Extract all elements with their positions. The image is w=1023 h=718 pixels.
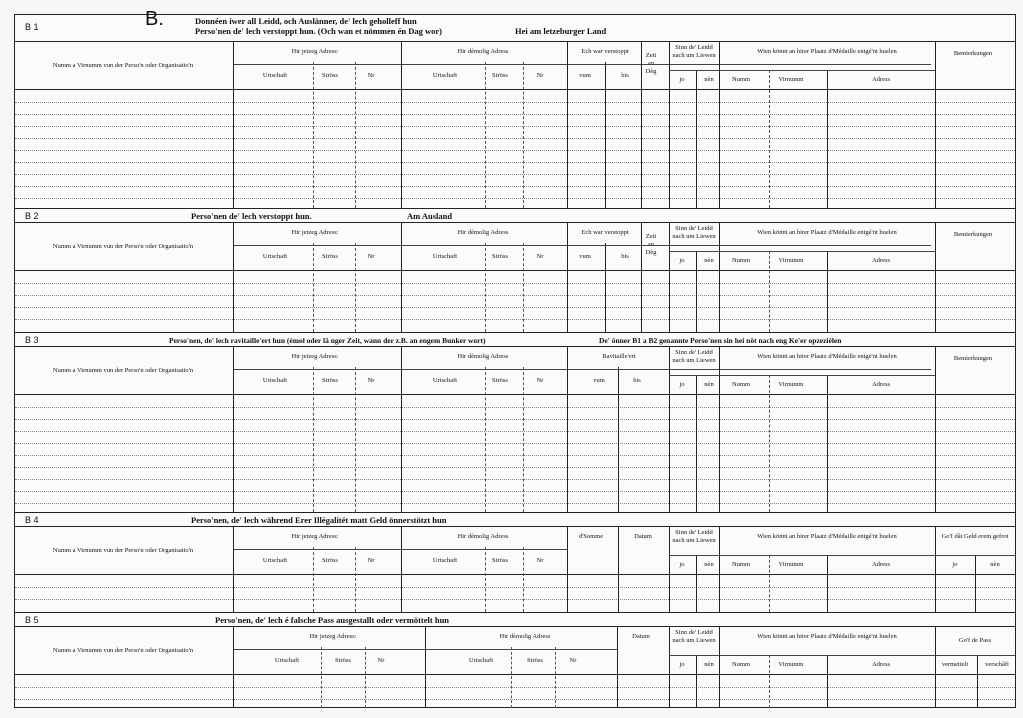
col-money-back: Go'f dât Geld erem gefrot	[941, 533, 1009, 540]
col-no: nèn	[704, 561, 714, 568]
col-current-address: Hir jetzeg Adress:	[291, 229, 339, 236]
b1-table	[15, 41, 1015, 208]
b4-table-body	[15, 575, 1015, 612]
section-b2-header	[15, 209, 1015, 222]
col-medal-firstname: Virnumm	[778, 257, 804, 264]
col-locality: Urtschaft	[432, 253, 458, 260]
b4-table-header	[15, 527, 1015, 575]
col-medal-firstname: Virnumm	[778, 381, 804, 388]
section-title-extra: Hei am letzeburger Land	[515, 26, 607, 36]
col-locality: Urtschaft	[432, 557, 458, 564]
col-number: Nr	[367, 557, 375, 564]
b5-table	[15, 626, 1015, 708]
col-survived: Sinn de' Leidd nach um Liewen	[672, 44, 716, 59]
col-medal-address: Adress	[871, 257, 891, 264]
col-medal-who: Wien könnt an hirer Plaatz d'Médaille entgé'nt huelen	[757, 229, 897, 236]
col-street: Ströss	[322, 377, 338, 384]
col-medal-name: Numm	[731, 561, 751, 568]
col-until: bis	[621, 253, 629, 260]
b2-table-body	[15, 271, 1015, 332]
section-b4-header	[15, 513, 1015, 526]
col-time-days: Zeit an Dèg	[645, 233, 657, 256]
col-survived: Sinn de' Leidd nach um Liewen	[672, 529, 716, 544]
col-until: bis	[633, 377, 641, 384]
col-street: Ströss	[527, 657, 543, 664]
col-yes: jo	[679, 661, 685, 668]
col-fed: Ravitaille'ert	[602, 353, 636, 360]
section-title-extra: Am Ausland	[407, 211, 453, 221]
col-yes: jo	[679, 561, 685, 568]
col-locality: Urtschaft	[274, 657, 300, 664]
col-date: Datum	[634, 533, 652, 540]
col-number: Nr	[536, 72, 544, 79]
col-name: Numm a Virnumm vun der Perso'n oder Organisatio'n	[52, 547, 194, 554]
col-date: Datum	[632, 633, 650, 640]
col-street: Ströss	[335, 657, 351, 664]
section-title: Perso'nen, de' lech während Erer Illégalitét matt Geld önnerstötzt hun	[191, 515, 447, 525]
b1-table-body	[15, 90, 1015, 208]
col-former-address: Hir dèmolig Adress	[457, 48, 509, 55]
col-former-address: Hir dèmolig Adress	[457, 229, 509, 236]
col-survived: Sinn de' Leidd nach um Liewen	[672, 629, 716, 644]
col-sum: d'Somme	[578, 533, 604, 540]
b5-table-header	[15, 627, 1015, 675]
col-yes: jo	[679, 257, 685, 264]
col-remarks: Bemierkungen	[953, 50, 993, 57]
col-locality: Urtschaft	[468, 657, 494, 664]
section-b3-header	[15, 333, 1015, 346]
col-medal-who: Wien könnt an hirer Plaatz d'Médaille entgé'nt huelen	[757, 533, 897, 540]
col-hidden: Ech war verstoppt	[581, 48, 629, 55]
form-letter: B.	[145, 8, 164, 30]
col-medal-address: Adress	[871, 661, 891, 668]
col-yes: jo	[679, 381, 685, 388]
col-medal-address: Adress	[871, 381, 891, 388]
col-name: Numm a Virnumm vun der Perso'n oder Organisatio'n	[52, 62, 194, 69]
col-street: Ströss	[492, 377, 508, 384]
col-number: Nr	[367, 377, 375, 384]
col-former-address: Hir dèmolig Adress	[457, 533, 509, 540]
col-number: Nr	[536, 557, 544, 564]
col-locality: Urtschaft	[262, 557, 288, 564]
col-survived: Sinn de' Leidd nach um Liewen	[672, 349, 716, 364]
b1-table-header	[15, 42, 1015, 90]
col-medal-firstname: Virnumm	[778, 76, 804, 83]
col-medal-who: Wien könnt an hirer Plaatz d'Médaille entgé'nt huelen	[757, 633, 897, 640]
col-yes: jo	[679, 76, 685, 83]
col-time-days: Zeit an Dèg	[645, 52, 657, 75]
section-b1	[15, 8, 1015, 209]
section-title: Perso'nen, de' lech é falsche Pass ausgestallt oder vermöttelt hun	[215, 615, 450, 625]
col-passport: Go'f de Pass	[958, 637, 992, 644]
col-number: Nr	[367, 253, 375, 260]
section-title: Perso'nen, de' lech ravitaille'ert hun (émol oder lä nger Zeit, wann der z.B. an engem Bunker wort)	[169, 336, 486, 345]
col-number: Nr	[536, 253, 544, 260]
section-title: Donnéen iwer all Leidd, och Auslänner, de' lech geholleff hun	[195, 16, 417, 26]
col-from: vum	[579, 253, 591, 260]
col-street: Ströss	[322, 72, 338, 79]
section-title: Perso'nen de' lech verstoppt hun.	[191, 211, 312, 221]
section-b1-header	[15, 8, 1015, 41]
col-name: Numm a Virnumm vun der Perso'n oder Organisatio'n	[52, 367, 194, 374]
section-code: B 4	[25, 515, 39, 525]
col-survived: Sinn de' Leidd nach um Liewen	[672, 225, 716, 240]
section-b5	[15, 613, 1015, 709]
col-medal-firstname: Virnumm	[778, 561, 804, 568]
col-number: Nr	[536, 377, 544, 384]
col-number: Nr	[367, 72, 375, 79]
col-from: vum	[579, 72, 591, 79]
col-current-address: Hir jetzeg Adress:	[309, 633, 357, 640]
b3-table	[15, 346, 1015, 512]
col-no: nèn	[704, 257, 714, 264]
b4-table	[15, 526, 1015, 612]
col-street: Ströss	[322, 557, 338, 564]
col-passport-lent: vermettelt	[941, 661, 969, 668]
col-locality: Urtschaft	[432, 72, 458, 79]
section-code: B 5	[25, 615, 39, 625]
col-current-address: Hir jetzeg Adress:	[291, 533, 339, 540]
col-remarks: Bemierkungen	[953, 355, 993, 362]
col-hidden: Ech war verstoppt	[581, 229, 629, 236]
col-number: Nr	[569, 657, 577, 664]
col-street: Ströss	[492, 253, 508, 260]
col-remarks: Bemierkungen	[953, 231, 993, 238]
col-current-address: Hir jetzeg Adress:	[291, 48, 339, 55]
section-b5-header	[15, 613, 1015, 626]
col-medal-name: Numm	[731, 381, 751, 388]
col-locality: Urtschaft	[432, 377, 458, 384]
b5-table-body	[15, 675, 1015, 708]
col-former-address: Hir dèmolig Adress	[457, 353, 509, 360]
col-street: Ströss	[322, 253, 338, 260]
col-no: nèn	[704, 381, 714, 388]
section-subtitle: Perso'nen de' lech verstoppt hun. (Och wan et nömmen én Dag wor)	[195, 26, 442, 36]
col-medal-who: Wien könnt an hirer Plaatz d'Médaille entgé'nt huelen	[757, 48, 897, 55]
col-name: Numm a Virnumm vun der Perso'n oder Organisatio'n	[52, 647, 194, 654]
col-medal-name: Numm	[731, 76, 751, 83]
col-street: Ströss	[492, 72, 508, 79]
col-no: nèn	[704, 661, 714, 668]
col-current-address: Hir jetzeg Adress:	[291, 353, 339, 360]
col-former-address: Hir dèmolig Adress	[499, 633, 551, 640]
col-medal-address: Adress	[871, 76, 891, 83]
section-b4	[15, 513, 1015, 613]
col-no: nèn	[990, 561, 1000, 568]
b2-table-header	[15, 223, 1015, 271]
col-name: Numm a Virnumm vun der Perso'n oder Organisatio'n	[52, 243, 194, 250]
section-title-extra: De' önner B1 a B2 genannte Perso'nen sin hei nöt nach eng Ke'er opzeziélen	[599, 336, 842, 345]
col-medal-name: Numm	[731, 257, 751, 264]
section-code: B 1	[25, 22, 39, 32]
col-street: Ströss	[492, 557, 508, 564]
col-medal-name: Numm	[731, 661, 751, 668]
b2-table	[15, 222, 1015, 332]
section-code: B 2	[25, 211, 39, 221]
col-no: nèn	[704, 76, 714, 83]
col-locality: Urtschaft	[262, 253, 288, 260]
b3-table-header	[15, 347, 1015, 395]
section-b2	[15, 209, 1015, 333]
col-locality: Urtschaft	[262, 72, 288, 79]
col-locality: Urtschaft	[262, 377, 288, 384]
col-from: vum	[593, 377, 605, 384]
col-medal-who: Wien könnt an hirer Plaatz d'Médaille entgé'nt huelen	[757, 353, 897, 360]
section-code: B 3	[25, 335, 39, 345]
col-passport-gifted: verschâft	[985, 661, 1009, 668]
col-medal-address: Adress	[871, 561, 891, 568]
section-b3	[15, 333, 1015, 513]
form-page	[14, 8, 1016, 708]
col-until: bis	[621, 72, 629, 79]
b3-table-body	[15, 395, 1015, 512]
col-yes: jo	[952, 561, 958, 568]
col-number: Nr	[377, 657, 385, 664]
col-medal-firstname: Virnumm	[778, 661, 804, 668]
